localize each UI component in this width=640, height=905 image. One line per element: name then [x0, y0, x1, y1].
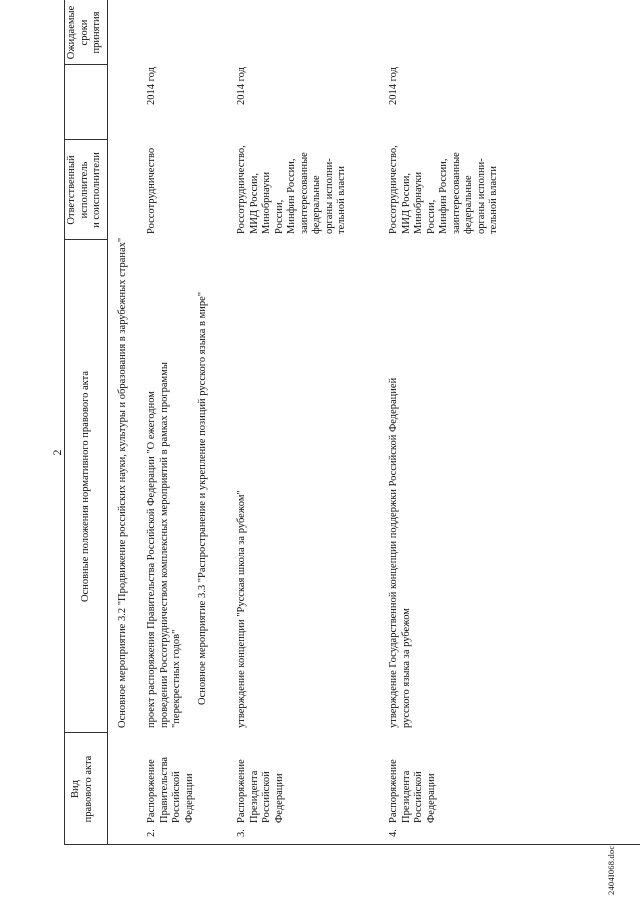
- page-number: 2: [50, 449, 64, 456]
- row-content: утверждение Государственной концепции поддержки Российской Федерацией русского языка за рубежом: [388, 377, 412, 728]
- row-executor: Россотрудничество, МИД России, Минобрнауки России, Минфин России, заинтересованные федеральные органы исполни- тельной власти: [236, 145, 347, 234]
- row-number: 2.: [146, 829, 157, 837]
- row-deadline: 2014 год: [146, 67, 157, 105]
- header-bottom-border: [107, 0, 108, 845]
- col-divider-3: [64, 239, 107, 240]
- row-number: 4.: [388, 829, 399, 837]
- header-deadline: Ожидаемые сроки принятия: [66, 5, 102, 60]
- row-executor: Россотрудничество, МИД России, Минобрнауки России, Минфин России, заинтересованные федеральные органы исполни- тельной власти: [388, 145, 499, 234]
- col-divider-4: [64, 139, 107, 140]
- row-content: проект распоряжения Правительства Российской Федерации "О ежегодном проведении Россотрудничеством комплексных мероприятий в рамках программы "перекрестных годов": [146, 362, 182, 728]
- section-heading-3-3: Основное мероприятие 3.3 "Распространение и укрепление позиций русского языка в мире": [197, 291, 208, 705]
- row-number: 3.: [236, 829, 247, 837]
- header-executor: Ответственный исполнитель и соисполнители: [66, 152, 102, 228]
- row-deadline: 2014 год: [388, 67, 399, 105]
- row-act-type: Распоряжение Президента Российской Федерации: [236, 759, 285, 823]
- col-divider-2: [64, 732, 107, 733]
- row-deadline: 2014 год: [236, 67, 247, 105]
- header-type: Вид правового акта: [70, 755, 94, 823]
- row-act-type: Распоряжение Президента Российской Федерации: [388, 759, 437, 823]
- row-executor: Россотрудничество: [146, 147, 157, 234]
- header-content: Основные положения нормативного правового акта: [80, 370, 91, 603]
- section-heading-3-2: Основное мероприятие 3.2 "Продвижение российских науки, культуры и образования в зарубежных странах": [117, 237, 128, 728]
- table-top-border: [64, 0, 65, 845]
- col-divider-1: [64, 844, 640, 845]
- row-content: утверждение концепции "Русская школа за рубежом": [236, 490, 247, 728]
- col-divider-5: [64, 64, 107, 65]
- row-act-type: Распоряжение Правительства Российской Федерации: [146, 756, 195, 823]
- footer-document-code: 2404I068.doc: [606, 845, 616, 895]
